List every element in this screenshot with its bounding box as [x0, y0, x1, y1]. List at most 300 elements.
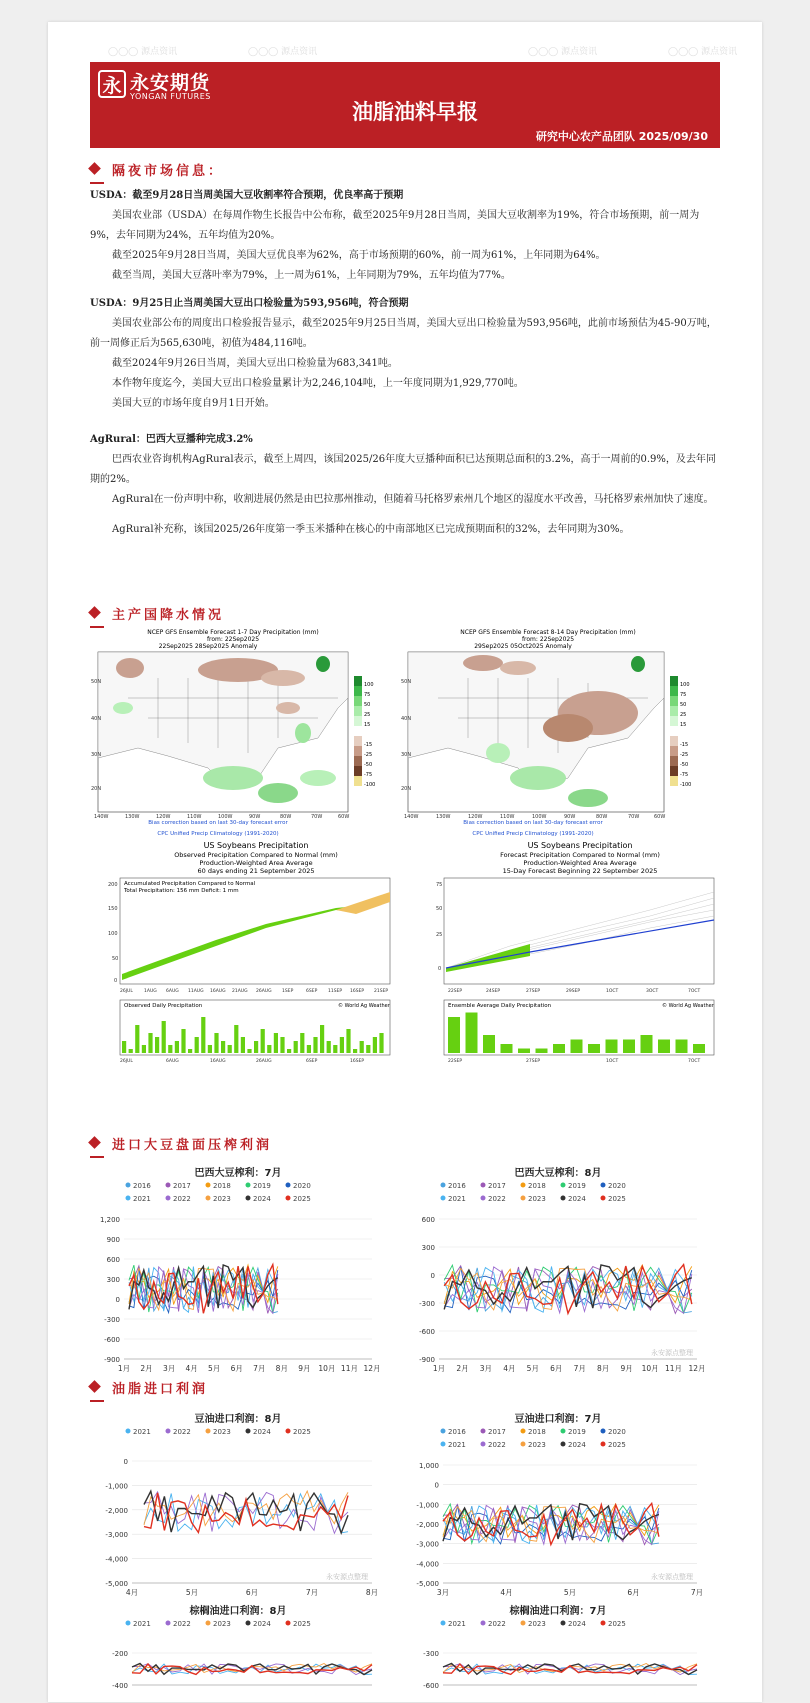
svg-text:27SEP: 27SEP: [526, 989, 541, 994]
precip-bar: [188, 1049, 192, 1053]
legend-marker: [166, 1196, 171, 1201]
precip-bar: [241, 1037, 245, 1053]
y-tick-label: -4,000: [416, 1560, 439, 1569]
precip-bar: [360, 1041, 364, 1053]
svg-text:-100: -100: [680, 782, 692, 788]
svg-text:Observed Precipitation Compare: Observed Precipitation Compared to Normal (mm): [174, 851, 338, 859]
x-tick-label: 10月: [318, 1364, 336, 1373]
watermark: ◯◯◯ 源点资讯: [668, 47, 738, 57]
legend-label: 2016: [133, 1182, 151, 1190]
section-title: 主产国降水情况: [112, 608, 225, 623]
y-tick-label: -600: [423, 1682, 439, 1690]
legend-marker: [166, 1621, 171, 1626]
precip-bar: [448, 1017, 460, 1053]
legend-label: 2017: [173, 1182, 191, 1190]
y-tick-label: -300: [423, 1650, 439, 1658]
precip-bar: [287, 1049, 291, 1053]
svg-text:11AUG: 11AUG: [188, 989, 204, 994]
legend-marker: [126, 1621, 131, 1626]
svg-text:26AUG: 26AUG: [256, 989, 272, 994]
soy-precip-forecast: [430, 840, 730, 1065]
svg-text:25: 25: [436, 932, 443, 938]
svg-text:3OCT: 3OCT: [646, 989, 659, 994]
legend-marker: [206, 1196, 211, 1201]
x-tick-label: 7月: [690, 1588, 704, 1597]
y-tick-label: -900: [104, 1356, 120, 1364]
svg-text:75: 75: [364, 692, 371, 698]
svg-text:110W: 110W: [187, 814, 202, 820]
x-tick-label: 4月: [503, 1364, 516, 1373]
svg-text:© World Ag Weather: © World Ag Weather: [662, 1003, 714, 1009]
chart-title: 巴西大豆榨利：7月: [194, 1168, 282, 1179]
x-tick-label: 3月: [162, 1364, 176, 1373]
precip-bar: [327, 1041, 331, 1053]
legend-label: 2023: [528, 1195, 546, 1203]
y-tick-label: 900: [106, 1236, 120, 1244]
report-title: 油脂油料早报: [352, 100, 478, 124]
legend-marker: [601, 1183, 606, 1188]
news-paragraph: AgRural补充称，该国2025/26年度第一季玉米播种在核心的中南部地区已完成预期面积的32%，去年同期为30%。: [112, 524, 630, 535]
legend-marker: [441, 1429, 446, 1434]
svg-text:-25: -25: [680, 752, 689, 758]
svg-text:50: 50: [112, 956, 119, 962]
x-tick-label: 12月: [688, 1364, 706, 1373]
section-title: 进口大豆盘面压榨利润: [112, 1138, 273, 1153]
precip-bar: [208, 1045, 212, 1053]
legend-label: 2024: [253, 1620, 271, 1628]
precip-bar: [553, 1044, 565, 1053]
svg-text:-25: -25: [364, 752, 373, 758]
x-tick-label: 7月: [573, 1364, 586, 1373]
svg-text:21AUG: 21AUG: [232, 989, 248, 994]
section-title: 油脂进口利润: [112, 1382, 209, 1397]
news-headline: AgRural：巴西大豆播种完成3.2%: [90, 434, 253, 445]
section-oil-import: [90, 1378, 390, 1398]
chart-brazil-crush-jul: [88, 1164, 388, 1374]
y-tick-label: -3,000: [416, 1540, 439, 1549]
svg-text:15: 15: [680, 722, 687, 728]
y-tick-label: -5,000: [105, 1580, 128, 1588]
watermark: ◯◯◯ 源点资讯: [528, 47, 598, 57]
legend-marker: [481, 1429, 486, 1434]
svg-text:40N: 40N: [91, 716, 102, 722]
precip-bar: [483, 1035, 495, 1053]
svg-text:20N: 20N: [401, 786, 412, 792]
x-tick-label: 6月: [550, 1364, 563, 1373]
news-paragraph: 截至2025年9月28日当周，美国大豆优良率为62%，高于市场预期的60%，前一周为61%，上年同期为64%。: [112, 250, 606, 261]
legend-marker: [246, 1183, 251, 1188]
legend-marker: [561, 1183, 566, 1188]
map-legend: [680, 682, 691, 788]
precip-bar: [162, 1021, 166, 1053]
svg-text:22SEP: 22SEP: [448, 989, 463, 994]
precip-bar: [501, 1044, 513, 1053]
x-tick-label: 5月: [526, 1364, 539, 1373]
x-tick-label: 8月: [275, 1364, 288, 1373]
legend-marker: [441, 1442, 446, 1447]
y-tick-label: -400: [112, 1682, 128, 1690]
svg-text:80W: 80W: [280, 814, 292, 820]
chart-palmoil-import-aug: [88, 1602, 388, 1702]
legend-label: 2022: [173, 1620, 191, 1628]
legend-marker: [521, 1196, 526, 1201]
legend-label: 2024: [253, 1195, 271, 1203]
news-paragraph: AgRural在一份声明中称，收割进展仍然是由巴拉那州推动，但随着马托格罗索州几个地区的湿度水平改善，马托格罗索州加快了速度。: [112, 494, 714, 505]
x-tick-label: 9月: [620, 1364, 633, 1373]
legend-marker: [286, 1429, 291, 1434]
diamond-icon: [88, 1380, 101, 1393]
chart-title: 棕榈油进口利润：8月: [189, 1606, 287, 1617]
svg-text:1SEP: 1SEP: [282, 989, 294, 994]
svg-text:7OCT: 7OCT: [688, 989, 701, 994]
precip-bar: [228, 1045, 232, 1053]
x-tick-label: 7月: [305, 1588, 319, 1597]
x-tick-label: 7月: [253, 1364, 266, 1373]
precip-bar: [320, 1025, 324, 1053]
legend-label: 2023: [528, 1441, 546, 1449]
legend-marker: [126, 1183, 131, 1188]
legend-label: 2019: [568, 1182, 586, 1190]
svg-text:CPC Unified Precip Climatology: CPC Unified Precip Climatology (1991-2020): [157, 831, 279, 837]
legend-label: 2023: [213, 1195, 231, 1203]
section-precip: [90, 604, 390, 624]
svg-text:15: 15: [364, 722, 371, 728]
legend-marker: [481, 1442, 486, 1447]
svg-text:1OCT: 1OCT: [606, 989, 619, 994]
svg-text:60W: 60W: [654, 814, 666, 820]
precip-bar: [267, 1045, 271, 1053]
svg-text:27SEP: 27SEP: [526, 1059, 541, 1064]
y-tick-label: -2,000: [105, 1506, 128, 1515]
precip-bar: [122, 1041, 126, 1053]
map-subtitle: 22Sep2025 28Sep2025 Anomaly: [158, 643, 258, 650]
news-paragraph: 美国大豆的市场年度自9月1日开始。: [112, 398, 275, 409]
svg-text:70W: 70W: [628, 814, 640, 820]
precip-bar: [313, 1037, 317, 1053]
legend-marker: [441, 1196, 446, 1201]
legend-marker: [561, 1196, 566, 1201]
legend-marker: [561, 1429, 566, 1434]
y-tick-label: 0: [434, 1481, 439, 1490]
x-tick-label: 4月: [185, 1364, 198, 1373]
x-tick-label: 8月: [365, 1588, 379, 1597]
legend-label: 2025: [608, 1195, 626, 1203]
legend-label: 2022: [488, 1441, 506, 1449]
news-paragraph: 巴西农业咨询机构AgRural表示，截至上周四，该国2025/26年度大豆播种面积已达预期总面积的3.2%，高于一周前的0.9%，及去年同期的2%。: [90, 454, 716, 485]
x-tick-label: 5月: [563, 1588, 577, 1597]
diamond-icon: [88, 1136, 101, 1149]
legend-label: 2020: [293, 1182, 311, 1190]
y-tick-label: -1,000: [105, 1482, 128, 1491]
diamond-icon: [88, 606, 101, 619]
precip-bar: [234, 1025, 238, 1053]
svg-text:US Soybeans Precipitation: US Soybeans Precipitation: [527, 841, 633, 850]
precip-bar: [373, 1037, 377, 1053]
svg-text:22SEP: 22SEP: [448, 1059, 463, 1064]
map-title: NCEP GFS Ensemble Forecast 1-7 Day Precipitation (mm): [147, 629, 319, 636]
section-title: 隔夜市场信息：: [112, 164, 225, 179]
x-tick-label: 3月: [479, 1364, 493, 1373]
svg-text:50: 50: [436, 906, 443, 912]
svg-text:140W: 140W: [94, 814, 109, 820]
svg-text:CPC Unified Precip Climatology: CPC Unified Precip Climatology (1991-2020): [472, 831, 594, 837]
svg-text:60W: 60W: [338, 814, 350, 820]
watermark: ◯◯◯ 源点资讯: [248, 47, 318, 57]
svg-text:6AUG: 6AUG: [166, 1059, 179, 1064]
x-tick-label: 10月: [641, 1364, 659, 1373]
x-tick-label: 6月: [627, 1588, 640, 1597]
svg-text:90W: 90W: [249, 814, 261, 820]
svg-text:16AUG: 16AUG: [210, 989, 226, 994]
svg-text:50N: 50N: [401, 679, 412, 685]
precip-map-left: [88, 628, 378, 828]
news-headline: USDA：9月25日止当周美国大豆出口检验量为593,956吨，符合预期: [90, 298, 409, 309]
svg-text:80W: 80W: [596, 814, 608, 820]
precip-bar: [588, 1044, 600, 1053]
legend-marker: [481, 1621, 486, 1626]
y-tick-label: 600: [106, 1256, 120, 1264]
logo-text: 永安期货: [130, 72, 211, 94]
legend-label: 2016: [448, 1182, 466, 1190]
legend-label: 2018: [213, 1182, 231, 1190]
legend-label: 2024: [253, 1428, 271, 1436]
watermark: ◯◯◯ 源点资讯: [108, 47, 178, 57]
legend-label: 2020: [608, 1182, 626, 1190]
svg-text:1OCT: 1OCT: [606, 1059, 619, 1064]
legend-marker: [246, 1621, 251, 1626]
precip-bar: [606, 1040, 618, 1054]
svg-text:7OCT: 7OCT: [688, 1059, 701, 1064]
svg-text:20N: 20N: [91, 786, 102, 792]
legend-label: 2017: [488, 1182, 506, 1190]
svg-text:100: 100: [108, 931, 118, 937]
legend-marker: [126, 1429, 131, 1434]
legend-label: 2019: [568, 1428, 586, 1436]
precip-bar: [142, 1045, 146, 1053]
legend-label: 2023: [528, 1620, 546, 1628]
svg-text:-15: -15: [680, 742, 689, 748]
y-tick-label: -2,000: [416, 1521, 439, 1529]
svg-text:Forecast Precipitation Compare: Forecast Precipitation Compared to Normal (mm): [500, 851, 660, 859]
legend-marker: [521, 1429, 526, 1434]
x-tick-label: 4月: [500, 1588, 513, 1597]
precip-bar: [346, 1029, 350, 1053]
legend-label: 2021: [448, 1441, 466, 1449]
legend-label: 2025: [293, 1428, 311, 1436]
svg-text:100: 100: [364, 682, 374, 688]
legend-label: 2024: [568, 1195, 586, 1203]
news-headline: USDA：截至9月28日当周美国大豆收割率符合预期，优良率高于预期: [90, 190, 404, 201]
map-subtitle: 29Sep2025 05Oct2025 Anomaly: [474, 643, 572, 650]
svg-text:24SEP: 24SEP: [486, 989, 501, 994]
chart-soyoil-import-jul: [403, 1410, 713, 1600]
svg-text:60 days ending 21 September 20: 60 days ending 21 September 2025: [197, 867, 315, 875]
precip-bar: [280, 1037, 284, 1053]
svg-text:90W: 90W: [564, 814, 576, 820]
svg-text:6SEP: 6SEP: [306, 989, 318, 994]
svg-text:29SEP: 29SEP: [566, 989, 581, 994]
y-tick-label: -4,000: [105, 1555, 128, 1564]
svg-text:140W: 140W: [404, 814, 419, 820]
svg-text:-50: -50: [680, 762, 689, 768]
svg-text:26JUL: 26JUL: [120, 1059, 133, 1064]
x-tick-label: 12月: [363, 1364, 381, 1373]
y-tick-label: -900: [419, 1356, 435, 1364]
precip-bar: [676, 1040, 688, 1054]
legend-marker: [441, 1183, 446, 1188]
legend-marker: [206, 1621, 211, 1626]
legend-label: 2021: [448, 1195, 466, 1203]
map-footnote: Bias correction based on last 30-day forecast error: [148, 820, 288, 826]
legend-label: 2021: [133, 1620, 151, 1628]
map-title: NCEP GFS Ensemble Forecast 8-14 Day Precipitation (mm): [460, 629, 636, 636]
svg-text:26JUL: 26JUL: [120, 989, 133, 994]
svg-text:11SEP: 11SEP: [328, 989, 343, 994]
legend-marker: [521, 1183, 526, 1188]
legend-label: 2022: [488, 1620, 506, 1628]
precip-bar: [571, 1040, 583, 1054]
news-paragraph: 截至当周，美国大豆落叶率为79%，上一周为61%，上年同期为79%，五年均值为77%。: [112, 270, 511, 281]
precip-bar: [168, 1045, 172, 1053]
svg-text:26AUG: 26AUG: [256, 1059, 272, 1064]
legend-label: 2019: [253, 1182, 271, 1190]
svg-text:16SEP: 16SEP: [350, 1059, 365, 1064]
logo-icon: 永: [98, 70, 126, 98]
precip-bar: [307, 1045, 311, 1053]
y-tick-label: 300: [106, 1276, 120, 1284]
svg-text:100W: 100W: [532, 814, 547, 820]
precip-bar: [658, 1040, 670, 1054]
x-tick-label: 6月: [230, 1364, 243, 1373]
x-tick-label: 11月: [665, 1364, 683, 1373]
news-paragraph: 截至2024年9月26日当周，美国大豆出口检验量为683,341吨。: [112, 358, 398, 369]
legend-marker: [601, 1196, 606, 1201]
svg-text:15-Day Forecast Beginning 22 S: 15-Day Forecast Beginning 22 September 2025: [502, 867, 658, 875]
y-tick-label: -600: [104, 1336, 120, 1344]
precip-bar: [214, 1033, 218, 1053]
legend-marker: [481, 1183, 486, 1188]
chart-watermark: 永安源点整理: [651, 1573, 693, 1581]
legend-label: 2025: [293, 1620, 311, 1628]
section-crush: [90, 1134, 390, 1154]
precip-bar: [353, 1049, 357, 1053]
section-underline: [90, 1400, 104, 1402]
y-tick-label: 600: [421, 1216, 435, 1224]
svg-text:50N: 50N: [91, 679, 102, 685]
legend-marker: [481, 1196, 486, 1201]
svg-text:70W: 70W: [311, 814, 323, 820]
svg-text:100: 100: [680, 682, 690, 688]
precip-bar: [155, 1037, 159, 1053]
y-tick-label: -1,000: [416, 1501, 439, 1510]
legend-marker: [561, 1442, 566, 1447]
map-from: from: 22Sep2025: [521, 636, 575, 643]
precip-bar: [294, 1041, 298, 1053]
svg-text:Production-Weighted Area Avera: Production-Weighted Area Average: [199, 859, 313, 867]
y-tick-label: -300: [104, 1316, 120, 1324]
y-tick-label: 1,000: [418, 1462, 439, 1470]
legend-label: 2025: [293, 1195, 311, 1203]
svg-text:50: 50: [364, 702, 371, 708]
svg-text:0: 0: [438, 966, 442, 972]
svg-text:30N: 30N: [401, 752, 412, 758]
news-paragraph: 美国农业部公布的周度出口检验报告显示，截至2025年9月25日当周，美国大豆出口检验量为593,956吨，此前市场预估为45-90万吨，前一周修正后为565,630吨，初值为484,116吨。: [90, 318, 717, 349]
svg-text:200: 200: [108, 882, 118, 888]
precip-bar: [135, 1025, 139, 1053]
chart-title: 棕榈油进口利润：7月: [509, 1606, 607, 1617]
svg-text:75: 75: [680, 692, 687, 698]
precip-bar: [300, 1033, 304, 1053]
y-tick-label: 0: [115, 1296, 120, 1304]
legend-label: 2016: [448, 1428, 466, 1436]
precip-bar: [623, 1040, 635, 1054]
legend-marker: [601, 1429, 606, 1434]
svg-text:-100: -100: [364, 782, 376, 788]
precip-bar: [274, 1033, 278, 1053]
chart-watermark: 永安源点整理: [326, 1573, 368, 1581]
legend-label: 2022: [173, 1195, 191, 1203]
x-tick-label: 6月: [245, 1588, 259, 1597]
x-tick-label: 3月: [436, 1588, 450, 1597]
y-tick-label: 300: [421, 1244, 435, 1252]
precip-bar: [518, 1049, 530, 1054]
precip-bar: [466, 1013, 478, 1054]
precip-bar: [181, 1029, 185, 1053]
logo-english: YONGAN FUTURES: [130, 92, 211, 101]
svg-text:120W: 120W: [156, 814, 171, 820]
precip-footnote-right: [398, 828, 698, 838]
legend-marker: [126, 1196, 131, 1201]
x-tick-label: 8月: [597, 1364, 610, 1373]
legend-marker: [286, 1621, 291, 1626]
legend-marker: [166, 1429, 171, 1434]
chart-title: 豆油进口利润：8月: [194, 1414, 282, 1425]
precip-bar: [379, 1033, 383, 1053]
diamond-icon: [88, 162, 101, 175]
chart-palmoil-import-jul: [403, 1602, 713, 1702]
section-underline: [90, 182, 104, 184]
precip-bar: [254, 1041, 258, 1053]
svg-text:-15: -15: [364, 742, 373, 748]
chart-soyoil-import-aug: [88, 1410, 388, 1600]
section-underline: [90, 1156, 104, 1158]
x-tick-label: 5月: [208, 1364, 221, 1373]
x-tick-label: 11月: [340, 1364, 358, 1373]
precip-bar: [201, 1017, 205, 1053]
legend-label: 2025: [608, 1620, 626, 1628]
legend-marker: [441, 1621, 446, 1626]
precip-map-right: [398, 628, 698, 828]
precip-bar: [641, 1035, 653, 1053]
svg-text:1AUG: 1AUG: [144, 989, 157, 994]
y-tick-label: 1,200: [99, 1216, 120, 1224]
precip-bar: [129, 1049, 133, 1053]
y-tick-label: -200: [112, 1650, 128, 1658]
team-date: 研究中心农产品团队 2025/09/30: [535, 130, 708, 143]
x-tick-label: 2月: [140, 1364, 153, 1373]
y-tick-label: -3,000: [105, 1531, 128, 1540]
y-tick-label: 0: [430, 1272, 435, 1280]
svg-text:Production-Weighted Area Avera: Production-Weighted Area Average: [523, 859, 637, 867]
precip-bar: [693, 1044, 705, 1053]
precip-bar: [175, 1041, 179, 1053]
map-footnote: Bias correction based on last 30-day forecast error: [463, 820, 603, 826]
report-page: [48, 22, 762, 1702]
y-tick-label: -5,000: [416, 1580, 439, 1588]
precip-bar: [148, 1033, 152, 1053]
precip-bar: [366, 1045, 370, 1053]
precip-bar: [340, 1037, 344, 1053]
